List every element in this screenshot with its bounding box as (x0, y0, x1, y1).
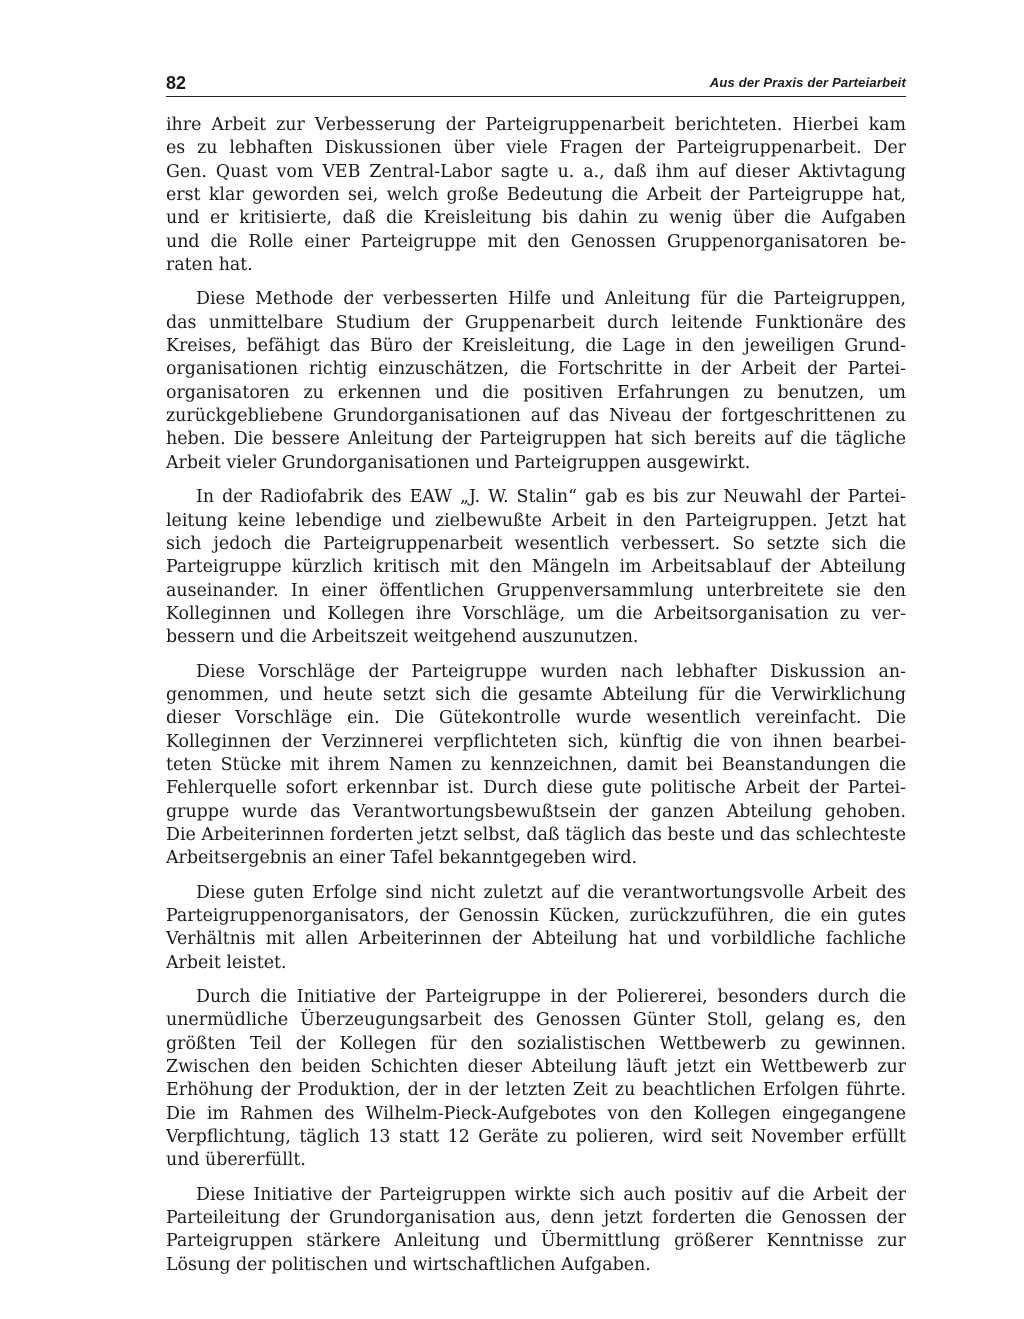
paragraph (166, 661, 906, 871)
text-line: teten Stücke mit ihrem Namen zu kennzeichnen, damit bei Beanstandungen die (166, 754, 906, 775)
text-line: auseinander. In einer öffentlichen Gruppenversammlung unterbreitete sie den (166, 580, 906, 601)
text-line: das unmittelbare Studium der Gruppenarbeit durch leitende Funktionäre des (166, 312, 906, 333)
text-line: Diese Vorschläge der Parteigruppe wurden nach lebhafter Diskussion an- (196, 661, 906, 682)
text-line: Parteigruppen stärkere Anleitung und Übermittlung größerer Kenntnisse zur (166, 1231, 906, 1252)
paragraph (166, 882, 906, 975)
text-line: Arbeit leistet. (166, 952, 287, 973)
page-number: 82 (166, 73, 187, 93)
text-line: heben. Die bessere Anleitung der Parteigruppen hat sich bereits auf die tägliche (166, 429, 906, 450)
paragraph (166, 288, 906, 475)
text-line: Kolleginnen und Kollegen ihre Vorschläge, um die Arbeitsorganisation zu ver- (166, 603, 906, 624)
text-line: Kreises, befähigt das Büro der Kreisleitung, die Lage in den jeweiligen Grund- (166, 336, 906, 357)
text-line: raten hat. (166, 255, 253, 276)
text-line: Gen. Quast vom VEB Zentral-Labor sagte u. a., daß ihm auf dieser Aktivtagung (166, 161, 906, 182)
text-line: Lösung der politischen und wirtschaftlichen Aufgaben. (166, 1254, 651, 1275)
text-line: dieser Vorschläge ein. Die Gütekontrolle wurde wesentlich vereinfacht. Die (166, 708, 906, 729)
paragraph (166, 114, 906, 277)
paragraph (166, 986, 906, 1173)
text-line: bessern und die Arbeitszeit weitgehend auszunutzen. (166, 627, 639, 648)
text-line: gruppe wurde das Verantwortungsbewußtsein der ganzen Abteilung gehoben. (166, 801, 906, 822)
text-line: ihre Arbeit zur Verbesserung der Parteigruppenarbeit berichteten. Hierbei kam (166, 115, 906, 135)
text-line: Verhältnis mit allen Arbeiterinnen der Abteilung hat und vorbildliche fachliche (166, 929, 906, 950)
text-line: und er kritisierte, daß die Kreisleitung bis dahin zu wenig über die Aufgaben (166, 208, 906, 229)
text-line: Parteigruppenorganisators, der Genossin Kücken, zurückzuführen, die ein gutes (166, 906, 906, 926)
text-line: Zwischen den beiden Schichten dieser Abteilung läuft jetzt ein Wettbewerb zur (166, 1057, 906, 1078)
text-line: genommen, und heute setzt sich die gesamte Abteilung für die Verwirklichung (166, 684, 906, 705)
text-line: Diese Methode der verbesserten Hilfe und Anleitung für die Parteigruppen, (196, 289, 906, 310)
paragraph (166, 486, 906, 649)
running-head: Aus der Praxis der Parteiarbeit (709, 75, 906, 90)
text-line: größten Teil der Kollegen für den sozialistischen Wettbewerb zu gewinnen. (166, 1033, 906, 1054)
text-line: unermüdliche Überzeugungsarbeit des Genossen Günter Stoll, gelang es, den (166, 1010, 906, 1031)
text-line: es zu lebhaften Diskussionen über viele Fragen der Parteigruppenarbeit. Der (166, 138, 906, 159)
text-line: erst klar geworden sei, welch große Bedeutung die Arbeit der Parteigruppe hat, (166, 185, 906, 206)
page-header (166, 70, 906, 97)
paragraph (166, 1184, 906, 1277)
text-line: Fehlerquelle sofort erkennbar ist. Durch diese gute politische Arbeit der Partei- (166, 778, 906, 799)
text-line: In der Radiofabrik des EAW „J. W. Stalin“ gab es bis zur Neuwahl der Partei- (196, 487, 906, 508)
text-line: zurückgebliebene Grundorganisationen auf das Niveau der fortgeschrittenen zu (166, 406, 906, 427)
text-line: Die Arbeiterinnen forderten jetzt selbst, daß täglich das beste und das schlechteste (166, 824, 906, 845)
text-line: Kolleginnen der Verzinnerei verpflichteten sich, künftig die von ihnen bearbei- (166, 731, 906, 752)
text-line: Parteigruppe kürzlich kritisch mit den Mängeln im Arbeitsablauf der Abteilung (166, 557, 906, 578)
text-line: Parteileitung der Grundorganisation aus, denn jetzt forderten die Genossen der (166, 1208, 906, 1229)
text-line: Diese guten Erfolge sind nicht zuletzt auf die verantwortungsvolle Arbeit des (196, 882, 906, 903)
text-line: Diese Initiative der Parteigruppen wirkte sich auch positiv auf die Arbeit der (196, 1184, 906, 1205)
text-line: und die Rolle einer Parteigruppe mit den Genossen Gruppenorganisatoren be- (166, 231, 906, 252)
text-line: Arbeit vieler Grundorganisationen und Parteigruppen ausgewirkt. (166, 452, 751, 473)
text-line: organisatoren zu erkennen und die positiven Erfahrungen zu benutzen, um (166, 382, 906, 403)
body-text (166, 114, 906, 1288)
text-line: leitung keine lebendige und zielbewußte Arbeit in den Parteigruppen. Jetzt hat (166, 510, 906, 531)
text-line: Die im Rahmen des Wilhelm-Pieck-Aufgebotes von den Kollegen eingegangene (166, 1103, 906, 1124)
text-line: sich jedoch die Parteigruppenarbeit wesentlich verbessert. So setzte sich die (166, 533, 906, 554)
text-line: Arbeitsergebnis an einer Tafel bekanntgegeben wird. (166, 848, 638, 869)
text-line: organisationen richtig einzuschätzen, die Fortschritte in der Arbeit der Partei- (166, 359, 906, 380)
text-line: und übererfüllt. (166, 1150, 306, 1171)
text-line: Erhöhung der Produktion, der in der letzten Zeit zu beachtlichen Erfolgen führte. (166, 1080, 906, 1101)
text-line: Durch die Initiative der Parteigruppe in der Poliererei, besonders durch die (196, 987, 906, 1008)
text-line: Verpflichtung, täglich 13 statt 12 Geräte zu polieren, wird seit November erfüllt (166, 1127, 906, 1148)
